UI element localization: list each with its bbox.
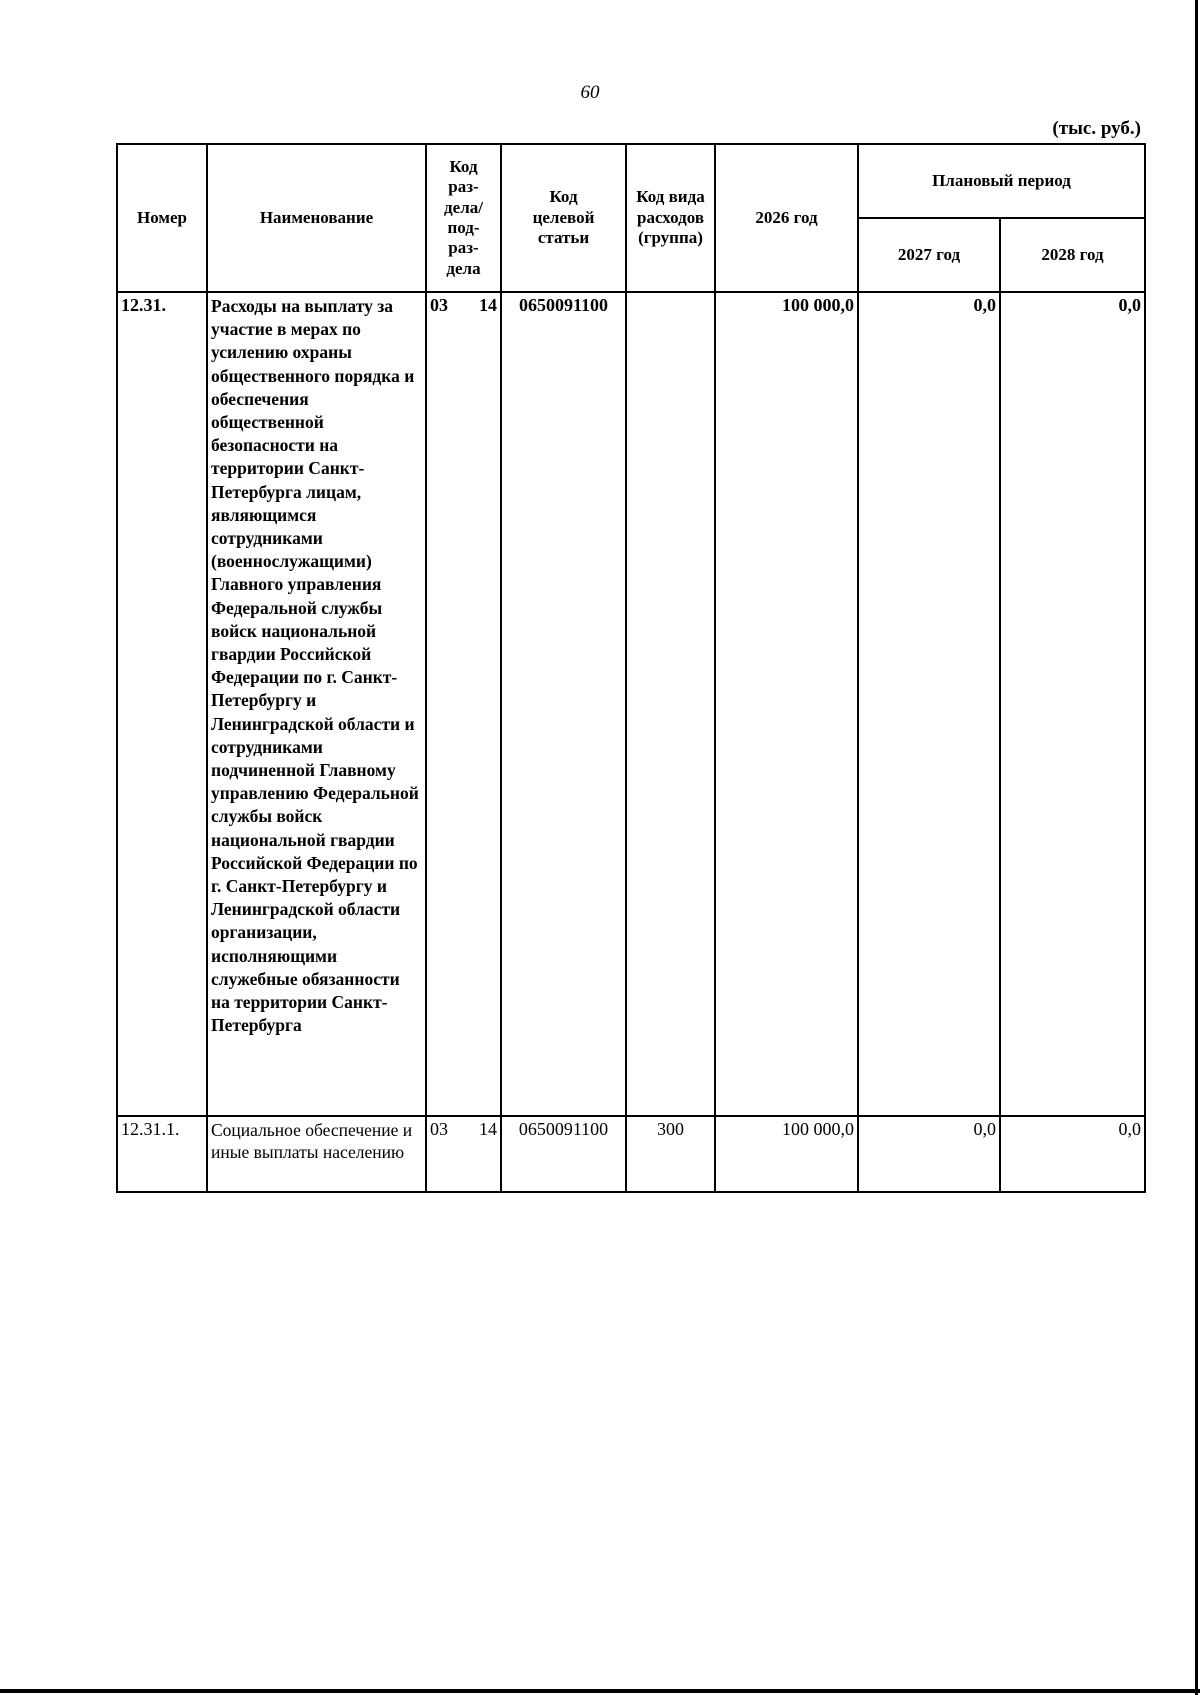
header-planning-period: Плановый период [858,144,1145,218]
row-subsection: 14 [479,1119,497,1139]
row-expense-kind [626,292,715,1116]
row-target-code: 0650091100 [501,292,626,1116]
header-number: Номер [117,144,207,292]
row-amount-2026: 100 000,0 [715,292,858,1116]
page-number: 60 [580,82,600,103]
page-border-bottom [0,1689,1200,1693]
row-number: 12.31. [117,292,207,1116]
row-section-code [426,1116,501,1192]
row-section-code [426,292,501,1116]
header-expense-kind: Код вида расходов (группа) [626,144,715,292]
row-expense-kind: 300 [626,1116,715,1192]
row-section: 03 [430,1119,448,1139]
header-name: Наименование [207,144,426,292]
row-amount-2027: 0,0 [858,292,1000,1116]
header-section-code: Код раз- дела/ под- раз- дела [426,144,501,292]
row-name: Социальное обеспечение и иные выплаты населению [207,1116,426,1192]
row-name: Расходы на выплату за участие в мерах по усилению охраны общественного порядка и обеспечения общественной безопасности на территории Санкт-Петербурга лицам, являющимся сотрудниками (военнослужащими) Главного управления Федеральной службы войск национальной гвардии Российской Федерации по г. Санкт-Петербургу и Ленинградской области и сотрудниками подчиненной Главному управлению Федеральной службы войск национальной гвардии Российской Федерации по г. Санкт-Петербургу и Ленинградской области организации, исполняющими служебные обязанности на территории Санкт-Петербурга [207,292,426,1116]
row-number: 12.31.1. [117,1116,207,1192]
row-amount-2027: 0,0 [858,1116,1000,1192]
table-row [117,1116,1145,1192]
row-section: 03 [430,295,448,315]
page-border-right [1195,0,1198,1695]
budget-table [116,143,1146,1193]
row-amount-2028: 0,0 [1000,1116,1145,1192]
header-target-code: Код целевой статьи [501,144,626,292]
table-row [117,292,1145,1116]
row-target-code: 0650091100 [501,1116,626,1192]
header-year-2027: 2027 год [858,218,1000,292]
row-amount-2026: 100 000,0 [715,1116,858,1192]
header-year-2028: 2028 год [1000,218,1145,292]
header-year-2026: 2026 год [715,144,858,292]
row-subsection: 14 [479,295,497,315]
units-label: (тыс. руб.) [1052,118,1141,139]
row-amount-2028: 0,0 [1000,292,1145,1116]
